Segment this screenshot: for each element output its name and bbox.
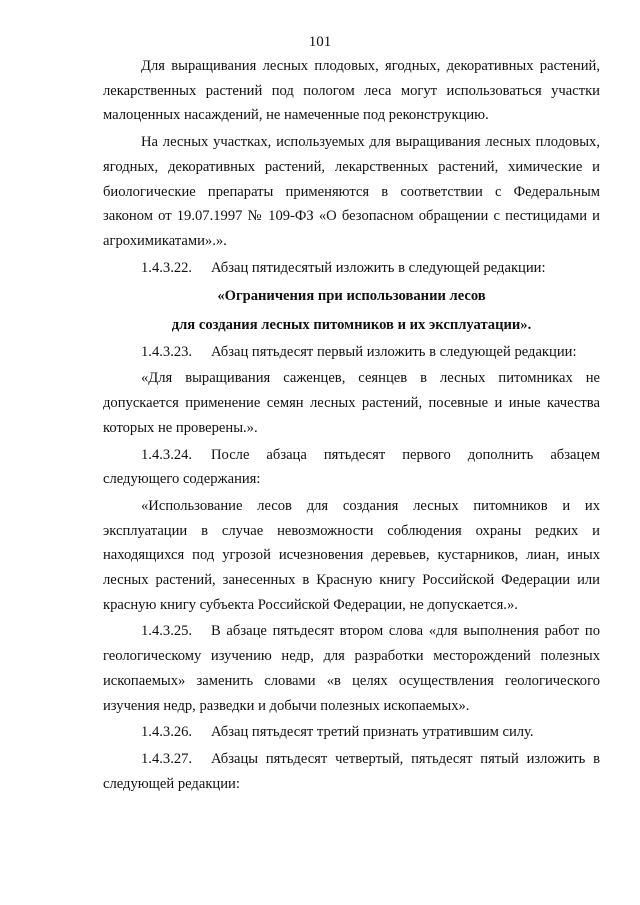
paragraph-numbered [103,256,600,281]
clause-number: 1.4.3.25. [141,623,193,640]
paragraph-numbered [103,720,600,745]
clause-text: В абзаце пятьдесят втором слова «для выполнения работ по геологическому изучению недр, для разработки месторождений полезных ископаемых» заменить словами «в целях осуществления геологического изучения недр, разведки и добычи полезных ископаемых». [103,623,600,714]
paragraph-plain: «Для выращивания саженцев, сеянцев в лесных питомниках не допускается применение семян лесных растений, посевные и иные качества которых не проверены.». [103,370,600,436]
paragraph-numbered [103,619,600,718]
clause-number: 1.4.3.23. [141,343,193,360]
paragraph-numbered [103,443,600,492]
paragraph-numbered [103,340,600,365]
clause-text: Абзац пятьдесят первый изложить в следующей редакции: [211,343,577,360]
section-heading-line-1: «Ограничения при использовании лесов [217,288,486,305]
clause-text: После абзаца пятьдесят первого дополнить абзацем следующего содержания: [103,446,600,488]
page-number: 101 [308,34,332,50]
clause-text: Абзац пятьдесят третий признать утратившим силу. [211,724,534,741]
section-heading-line-2: для создания лесных питомников и их эксплуатации». [171,317,532,334]
paragraph-plain: «Использование лесов для создания лесных питомников и их эксплуатации в случае невозможности соблюдения охраны редких и находящихся под угрозой исчезновения деревьев, кустарников, лиан, иных лесных растений, занесенных в Красную книгу Российской Федерации или красную книгу субъекта Российской Федерации, не допускается.». [103,497,600,613]
clause-number: 1.4.3.27. [141,750,193,767]
paragraph-plain: Для выращивания лесных плодовых, ягодных, декоративных растений, лекарственных растений под пологом леса могут использоваться участки малоценных насаждений, не намеченные под реконструкцию. [103,58,600,124]
paragraph-numbered [103,747,600,796]
paragraph-plain: На лесных участках, используемых для выращивания лесных плодовых, ягодных, декоративных растений, лекарственных растений, химические и биологические препараты применяются в соответствии с Федеральным законом от 19.07.1997 № 109-ФЗ «О безопасном обращении с пестицидами и агрохимикатами».». [103,134,600,249]
document-body [103,54,600,796]
clause-number: 1.4.3.26. [141,724,193,741]
clause-text: Абзац пятидесятый изложить в следующей редакции: [211,259,546,276]
clause-text: Абзацы пятьдесят четвертый, пятьдесят пятый изложить в следующей редакции: [103,750,600,792]
clause-number: 1.4.3.24. [141,446,193,463]
clause-number: 1.4.3.22. [141,259,193,276]
